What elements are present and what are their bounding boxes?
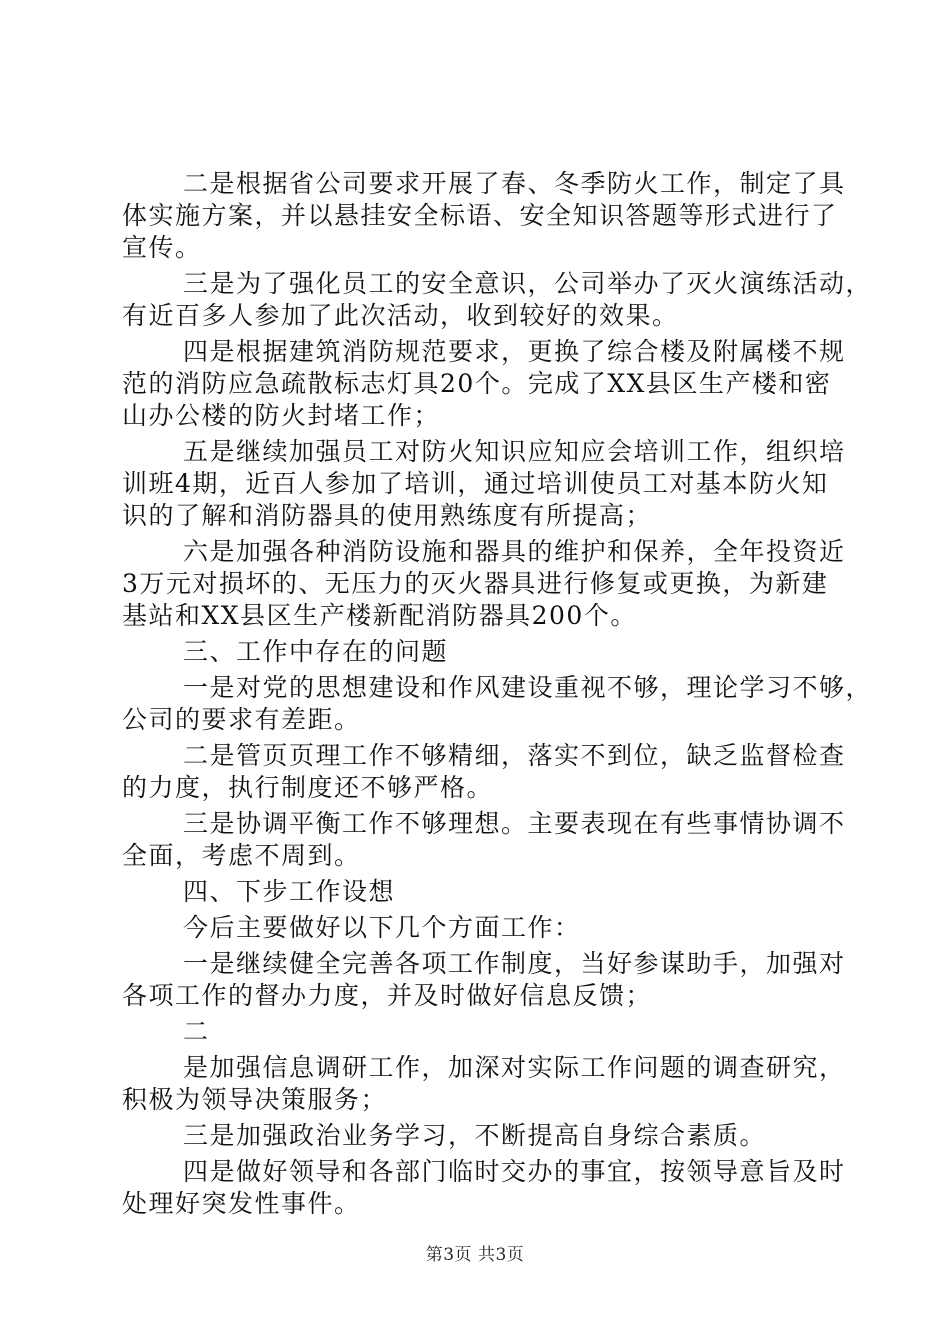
section-heading: 四、下步工作设想: [183, 877, 396, 906]
text-line: 体实施方案，并以悬挂安全标语、安全知识答题等形式进行了: [122, 201, 838, 230]
text-line: 基站和XX县区生产楼新配消防器具200个。: [122, 601, 637, 630]
text-line: 五是继续加强员工对防火知识应知应会培训工作，组织培: [183, 437, 846, 466]
text-line: 识的了解和消防器具的使用熟练度有所提高；: [122, 501, 653, 530]
text-line: 二: [183, 1017, 210, 1046]
text-line: 三是加强政治业务学习，不断提高自身综合素质。: [183, 1121, 767, 1150]
section-heading: 三、工作中存在的问题: [183, 637, 449, 666]
text-line: 各项工作的督办力度，并及时做好信息反馈；: [122, 981, 653, 1010]
text-line: 三是为了强化员工的安全意识，公司举办了灭火演练活动，: [183, 269, 873, 298]
text-line: 宣传。: [122, 233, 202, 262]
text-line: 积极为领导决策服务；: [122, 1085, 388, 1114]
text-line: 是加强信息调研工作，加深对实际工作问题的调查研究，: [183, 1053, 846, 1082]
page-footer: 第3页 共3页: [425, 1245, 525, 1265]
text-line: 四是做好领导和各部门临时交办的事宜，按领导意旨及时: [183, 1157, 846, 1186]
text-line: 山办公楼的防火封堵工作；: [122, 401, 441, 430]
text-line: 六是加强各种消防设施和器具的维护和保养，全年投资近: [183, 537, 846, 566]
text-line: 3万元对损坏的、无压力的灭火器具进行修复或更换，为新建: [122, 569, 829, 598]
text-line: 今后主要做好以下几个方面工作：: [183, 913, 581, 942]
text-line: 有近百多人参加了此次活动，收到较好的效果。: [122, 301, 679, 330]
text-line: 处理好突发性事件。: [122, 1189, 361, 1218]
text-line: 公司的要求有差距。: [122, 705, 361, 734]
text-line: 全面，考虑不周到。: [122, 841, 361, 870]
text-line: 三是协调平衡工作不够理想。主要表现在有些事情协调不: [183, 809, 846, 838]
text-line: 范的消防应急疏散标志灯具20个。完成了XX县区生产楼和密: [122, 369, 832, 398]
text-line: 的力度，执行制度还不够严格。: [122, 773, 494, 802]
text-line: 一是对党的思想建设和作风建设重视不够，理论学习不够，: [183, 673, 873, 702]
text-line: 一是继续健全完善各项工作制度，当好参谋助手，加强对: [183, 949, 846, 978]
text-line: 二是根据省公司要求开展了春、冬季防火工作，制定了具: [183, 169, 846, 198]
text-line: 训班4期，近百人参加了培训，通过培训使员工对基本防火知: [122, 469, 829, 498]
text-line: 二是管页页理工作不够精细，落实不到位，缺乏监督检查: [183, 741, 846, 770]
text-line: 四是根据建筑消防规范要求，更换了综合楼及附属楼不规: [183, 337, 846, 366]
